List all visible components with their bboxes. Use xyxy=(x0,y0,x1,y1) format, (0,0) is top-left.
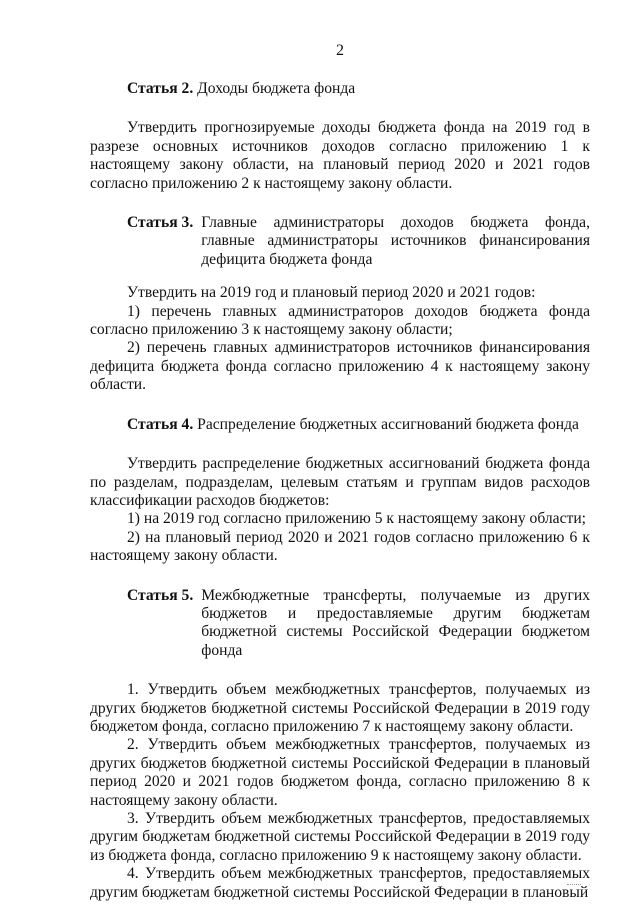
page-number: 2 xyxy=(336,42,344,59)
article-2-title: Доходы бюджета фонда xyxy=(197,80,356,97)
article-5-paragraph-3: 3. Утвердить объем межбюджетных трансфертов, предоставляемых другим бюджетам бюджетной системы Российской Федерации в 2019 году из бюджета фонда, согласно приложению 9 к настоящему закону области. xyxy=(90,810,590,864)
article-3-item-1: 1) перечень главных администраторов доходов бюджета фонда согласно приложению 3 к настоящему закону области; xyxy=(90,302,590,339)
document-body xyxy=(90,80,590,902)
article-5-paragraph-2: 2. Утвердить объем межбюджетных трансфертов, получаемых из других бюджетов бюджетной системы Российской Федерации в плановый период 2020 и 2021 годов бюджетом фонда, согласно приложению 8 к настоящему закону области. xyxy=(90,736,590,809)
article-3-heading xyxy=(90,214,590,269)
article-4-item-2: 2) на плановый период 2020 и 2021 годов согласно приложению 6 к настоящему закону области. xyxy=(90,528,590,565)
article-3-label: Статья 3. xyxy=(127,214,194,232)
article-3-title: Главные администраторы доходов бюджета фонда, главные администраторы источников финансирования дефицита бюджета фонда xyxy=(201,214,590,268)
article-4-label: Статья 4. xyxy=(127,415,194,433)
scan-mark xyxy=(567,884,581,887)
article-4-paragraph: Утвердить распределение бюджетных ассигнований бюджета фонда по разделам, подразделам, целевым статьям и группам видов расходов классификации расходов бюджетов: xyxy=(90,455,590,509)
article-5-label: Статья 5. xyxy=(127,586,194,604)
article-5-paragraph-1: 1. Утвердить объем межбюджетных трансфертов, получаемых из других бюджетов бюджетной системы Российской Федерации в 2019 году бюджетом фонда, согласно приложению 7 к настоящему закону области. xyxy=(90,681,590,735)
article-5-heading xyxy=(90,587,590,661)
article-2-heading xyxy=(90,80,590,98)
article-2-paragraph: Утвердить прогнозируемые доходы бюджета фонда на 2019 год в разрезе основных источников доходов согласно приложению 1 к настоящему закону области, на плановый период 2020 и 2021 годов согласно приложению 2 к настоящему закону области. xyxy=(90,119,590,192)
article-5-paragraph-4: 4. Утвердить объем межбюджетных трансфертов, предоставляемых другим бюджетам бюджетной системы Российской Федерации в плановый xyxy=(90,865,590,901)
article-5-title: Межбюджетные трансферты, получаемые из других бюджетов и предоставляемые другим бюджетам бюджетной системы Российской Федерации бюджетом фонда xyxy=(201,586,590,659)
article-3-intro: Утвердить на 2019 год и плановый период 2020 и 2021 годов: xyxy=(127,284,536,302)
article-4-title: Распределение бюджетных ассигнований бюджета фонда xyxy=(197,415,579,433)
article-4-item-1: 1) на 2019 год согласно приложению 5 к настоящему закону области; xyxy=(127,510,587,528)
article-4-heading xyxy=(90,416,590,434)
article-3-item-2: 2) перечень главных администраторов источников финансирования дефицита бюджета фонда согласно приложению 4 к настоящему закону области. xyxy=(90,339,590,394)
article-2-label: Статья 2. xyxy=(127,80,194,97)
